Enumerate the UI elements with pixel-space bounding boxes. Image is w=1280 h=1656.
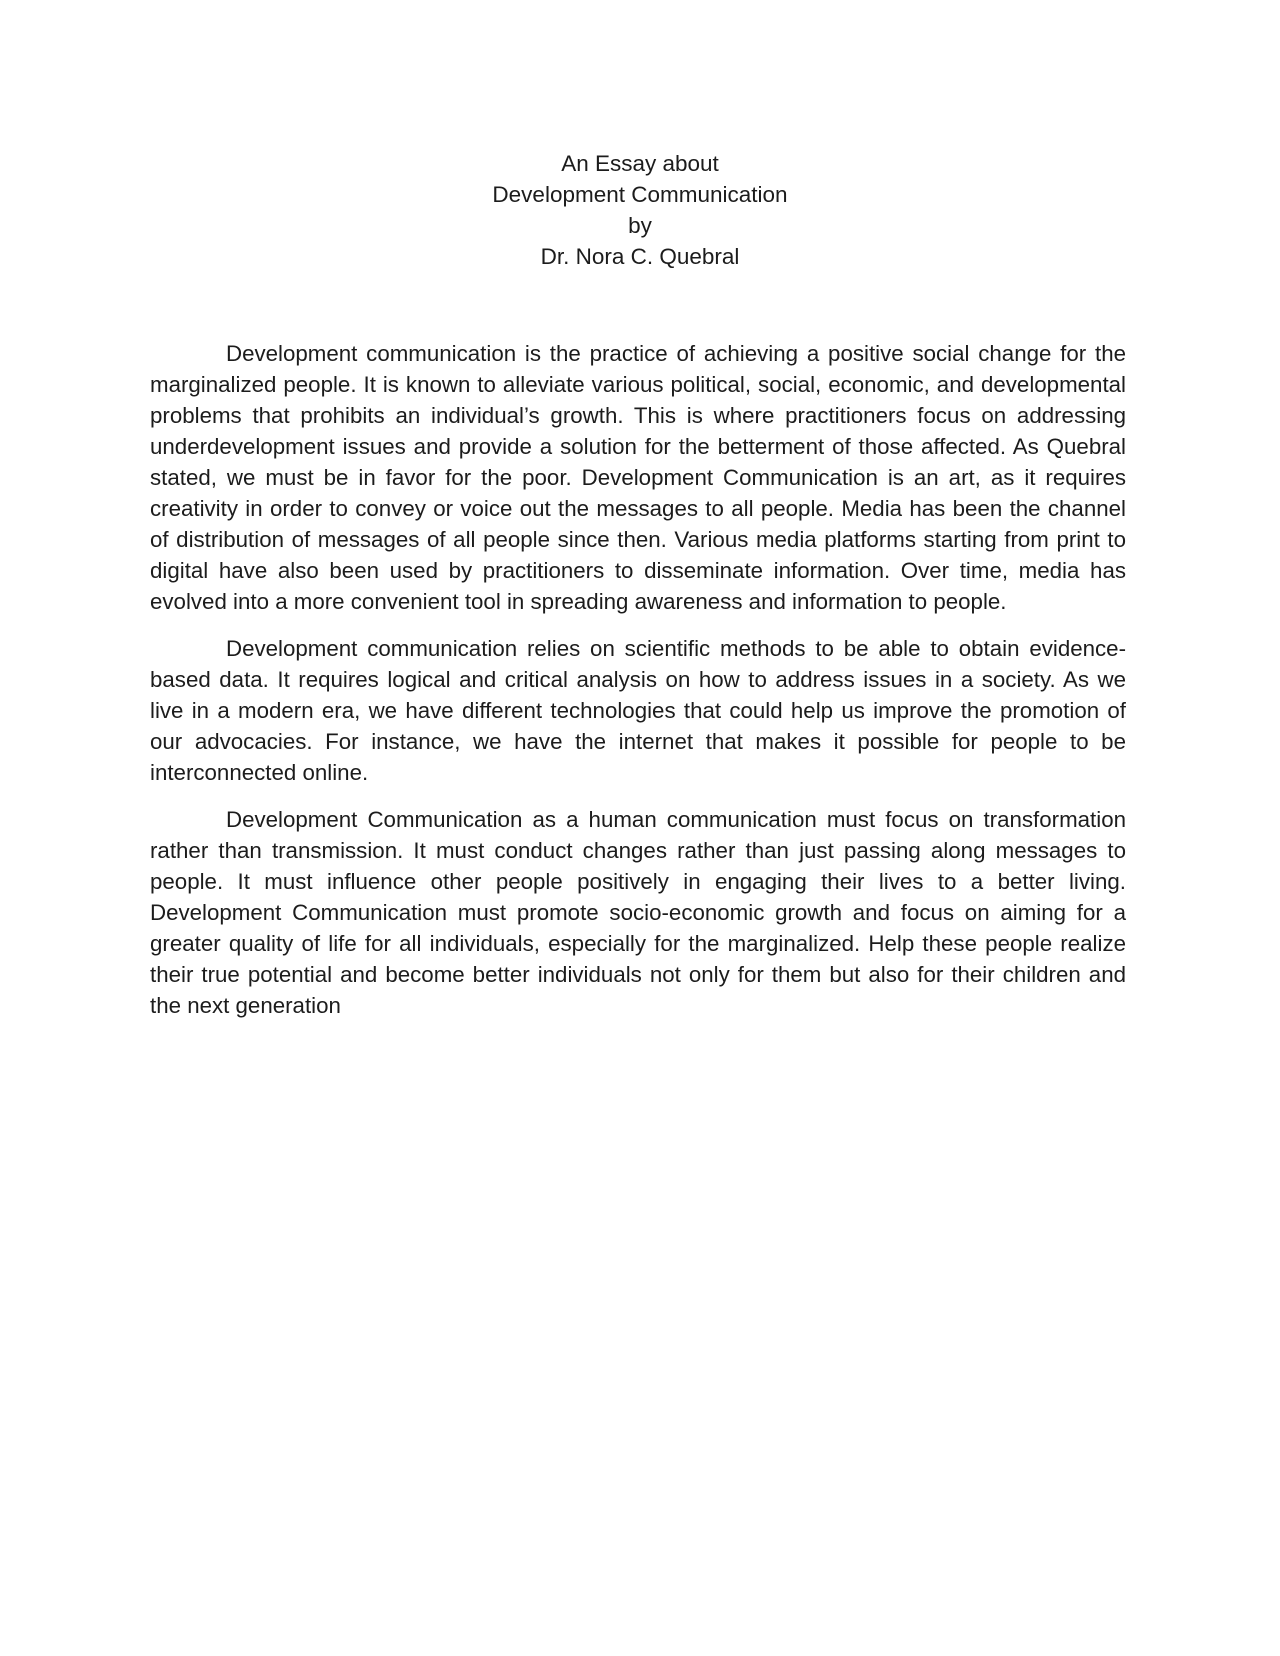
- paragraph-1: Development communication is the practice of achieving a positive social change for the marginalized people. It is known to alleviate various political, social, economic, and developmental problems that prohibits an individual’s growth. This is where practitioners focus on addressing underdevelopment issues and provide a solution for the betterment of those affected. As Quebral stated, we must be in favor for the poor. Development Communication is an art, as it requires creativity in order to convey or voice out the messages to all people. Media has been the channel of distribution of messages of all people since then. Various media platforms starting from print to digital have also been used by practitioners to disseminate information. Over time, media has evolved into a more convenient tool in spreading awareness and information to people.: [150, 341, 1126, 614]
- byline-by: by: [628, 213, 652, 238]
- essay-subtitle: Development Communication: [492, 182, 788, 207]
- author-name: Dr. Nora C. Quebral: [540, 244, 740, 269]
- essay-body: [150, 338, 1126, 1037]
- essay-title: An Essay about: [561, 151, 719, 176]
- paragraph-3: Development Communication as a human communication must focus on transformation rather than transmission. It must conduct changes rather than just passing along messages to people. It must influence other people positively in engaging their lives to a better living. Development Communication must promote socio-economic growth and focus on aiming for a greater quality of life for all individuals, especially for the marginalized. Help these people realize their true potential and become better individuals not only for them but also for their children and the next generation: [150, 807, 1126, 1018]
- essay-title-block: [0, 148, 1280, 272]
- paragraph-2: Development communication relies on scientific methods to be able to obtain evidence-based data. It requires logical and critical analysis on how to address issues in a society. As we live in a modern era, we have different technologies that could help us improve the promotion of our advocacies. For instance, we have the internet that makes it possible for people to be interconnected online.: [150, 636, 1126, 785]
